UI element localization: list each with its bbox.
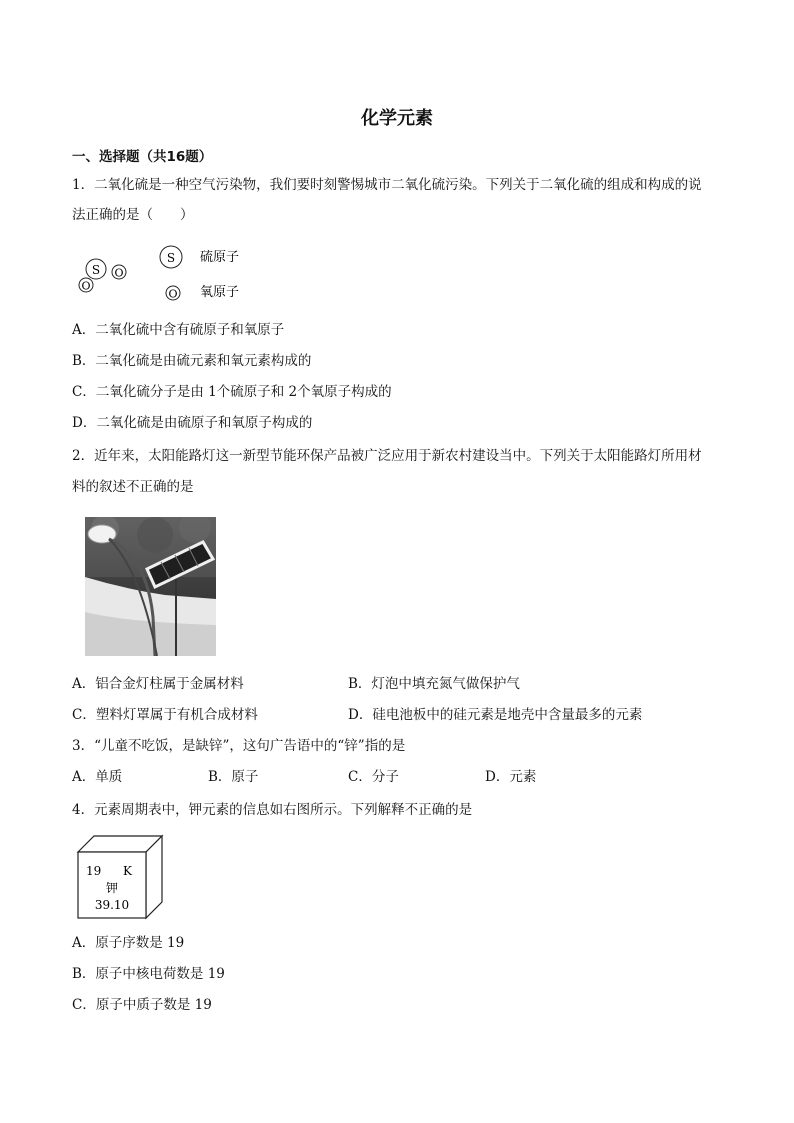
legend-s-symbol: S: [166, 251, 176, 265]
q3-option-d: D．元素: [485, 769, 537, 785]
element-atomic-number: 19: [86, 864, 102, 878]
solar-street-lamp-photo: [85, 517, 216, 656]
legend-o-label: 氧原子: [200, 285, 240, 300]
q2-option-c: C．塑料灯罩属于有机合成材料: [72, 707, 258, 723]
q4-stem: 4．元素周期表中，钾元素的信息如右图所示。下列解释不正确的是: [72, 802, 473, 818]
q3-stem: 3．“儿童不吃饭，是缺锌”，这句广告语中的“锌”指的是: [72, 738, 406, 754]
molecule-o-symbol-right: O: [114, 266, 124, 280]
q3-option-c: C．分子: [348, 769, 399, 785]
s-atom-legend: [160, 246, 239, 268]
so2-molecule: [79, 259, 126, 293]
q2-stem-line2: 料的叙述不正确的是: [72, 479, 194, 495]
q4-option-c: C．原子中质子数是 19: [72, 997, 212, 1013]
potassium-element-card: [74, 832, 168, 922]
legend-s-label: 硫原子: [200, 250, 240, 265]
legend-o-symbol: O: [168, 287, 178, 301]
element-name: 钾: [105, 881, 119, 895]
q4-option-b: B．原子中核电荷数是 19: [72, 966, 225, 982]
section-heading: 一、选择题（共16题）: [72, 149, 213, 165]
molecule-s-symbol: S: [91, 263, 101, 277]
molecule-o-symbol-left: O: [81, 279, 91, 293]
q2-stem-line1: 2．近年来，太阳能路灯这一新型节能环保产品被广泛应用于新农村建设当中。下列关于太阳能路灯所用材: [72, 448, 702, 464]
so2-molecule-diagram: [74, 238, 274, 310]
q4-option-a: A．原子序数是 19: [72, 935, 185, 951]
q1-stem-line2: 法正确的是（ ）: [72, 207, 194, 223]
page-title: 化学元素: [361, 108, 433, 129]
q2-option-d: D．硅电池板中的硅元素是地壳中含量最多的元素: [348, 707, 643, 723]
q1-option-b: B．二氧化硫是由硫元素和氧元素构成的: [72, 353, 312, 369]
q2-option-a: A．铝合金灯柱属于金属材料: [72, 676, 244, 692]
o-atom-legend: [166, 285, 239, 301]
q1-option-a: A．二氧化硫中含有硫原子和氧原子: [72, 322, 285, 338]
q1-option-c: C．二氧化硫分子是由 1个硫原子和 2个氧原子构成的: [72, 384, 392, 400]
q3-option-a: A．单质: [72, 769, 123, 785]
element-atomic-mass: 39.10: [94, 898, 130, 912]
element-symbol: K: [123, 864, 132, 878]
q1-option-d: D．二氧化硫是由硫原子和氧原子构成的: [72, 415, 313, 431]
q3-option-b: B．原子: [208, 769, 259, 785]
q1-stem-line1: 1．二氧化硫是一种空气污染物，我们要时刻警惕城市二氧化硫污染。下列关于二氧化硫的组成和构成的说: [72, 177, 702, 193]
q2-option-b: B．灯泡中填充氮气做保护气: [348, 676, 520, 692]
